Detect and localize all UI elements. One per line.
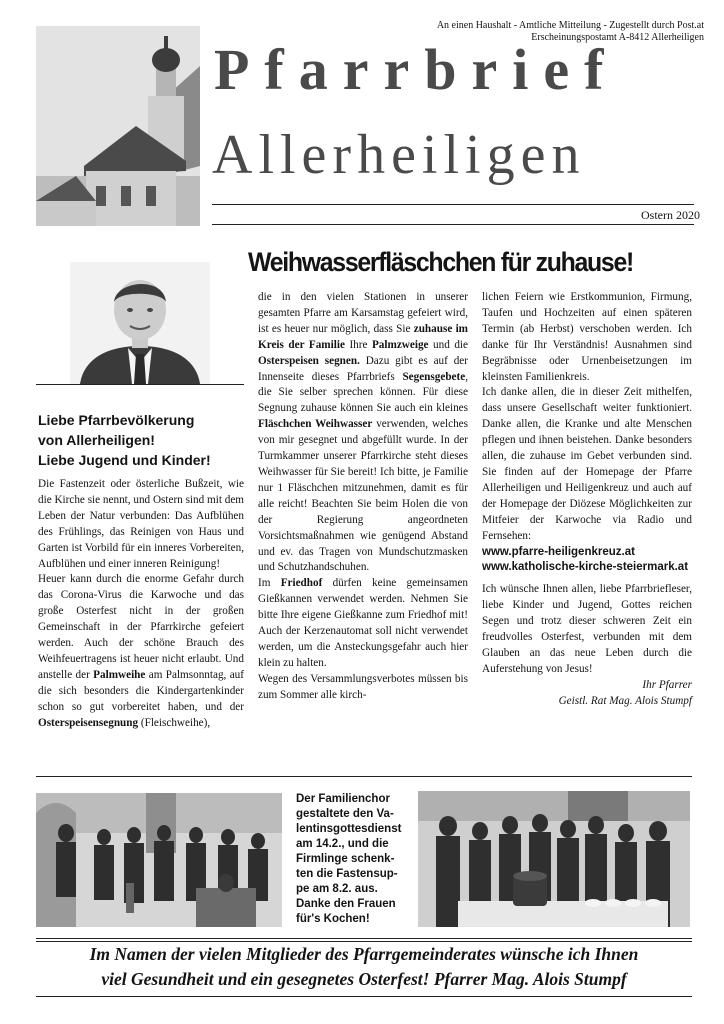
col3-paragraph-1: lichen Feiern wie Erstkommunion, Firmung, Taufen und Hochzeiten auf einen späteren Termin (ab Herbst) verschoben werden. Ich danke für Ihr Verständnis! Ausnahmen sind Begräbnisse oder Urnenbeisetzungen im kleinsten Familienkreis.: [482, 291, 692, 383]
family-choir-photo: [36, 793, 282, 927]
masthead-title: Pfarrbrief: [214, 37, 619, 102]
blessing-line-2: viel Gesundheit und ein gesegnetes Osterfest! Pfarrer Mag. Alois Stumpf: [101, 969, 627, 989]
col2-paragraph-3: Wegen des Versammlungsverbotes müssen bis zum Sommer alle kirch-: [258, 672, 468, 701]
masthead-subtitle: Allerheiligen: [212, 124, 586, 186]
photo-caption: Der Familienchor gestaltete den Va- lentinsgottesdienst am 14.2., und die Firmlinge schenk- ten die Fastensup- pe am 8.2. aus. Danke den Frauen für's Kochen!: [296, 793, 402, 925]
edition-label: Ostern 2020: [641, 208, 700, 222]
footer-rule-bottom: [36, 996, 692, 997]
article-column-3: [482, 290, 692, 710]
section-rule: [36, 776, 692, 777]
post-office-note: Erscheinungspostamt A-8412 Allerheiligen: [531, 32, 704, 43]
col1-paragraph-1: Die Fastenzeit oder österliche Bußzeit, wie die Kirche sie nennt, und Ostern sind mit dem Leben der Natur verbunden: Das Aufblühen des Frühlings, das Reinigen von Haus und Garten ist Vorbild für ein inneres Vorbereiten, Aufblühen und einer inneren Reinigung!: [38, 478, 244, 570]
greeting-line-3: Liebe Jugend und Kinder!: [38, 452, 211, 468]
article-headline: Weihwasserfläschchen für zuhause!: [248, 247, 633, 277]
portrait-rule: [36, 384, 244, 385]
article-column-1: [38, 477, 244, 732]
signature-title: Ihr Pfarrer: [642, 678, 692, 691]
blessing-line-1: Im Namen der vielen Mitglieder des Pfarrgemeinderates wünsche ich Ihnen: [89, 944, 639, 964]
signature-name: Geistl. Rat Mag. Alois Stumpf: [558, 694, 692, 707]
diocese-homepage-link[interactable]: www.katholische-kirche-steiermark.at: [482, 561, 689, 574]
edition-rule: [212, 224, 694, 225]
footer-rule-top: [36, 938, 692, 939]
article-column-2: [258, 290, 468, 704]
col3-paragraph-3: Ich wünsche Ihnen allen, liebe Pfarrbriefleser, liebe Kinder und Jugend, Gottes reichen Segen und trotz dieser schweren Zeit ein freudvolles Osterfest, verbunden mit dem Glauben an das neue Leben durch die Auferstehung von Jesus!: [482, 583, 692, 675]
church-tower-photo: [36, 26, 200, 226]
col1-paragraph-2: Heuer kann durch die enorme Gefahr durch das Corona-Virus die Karwoche und das große Osterfest nicht in der großen Gemeinschaft in der Pfarrkirche gefeiert werden. Auch der schöne Brauch des Weihfeuertragens ist heuer nicht erlaubt. Und anstelle der Palmweihe am Palmsonntag, auf die sich besonders die Kindergartenkinder schon so gut vorbereitet haben, und der Osterspeisensegnung (Fleischweihe),: [38, 573, 244, 729]
masthead-rule: [212, 204, 694, 205]
easter-blessing: [30, 942, 698, 992]
distribution-note: An einen Haushalt - Amtliche Mitteilung - Zugestellt durch Post.at: [436, 20, 704, 31]
greeting-line-1: Liebe Pfarrbevölkerung: [38, 412, 195, 428]
confirmands-soup-photo: [418, 791, 690, 927]
col2-paragraph-2: Im Friedhof dürfen keine gemeinsamen Gießkannen verwendet werden. Nehmen Sie bitte Ihre eigene Gießkanne zum Friedhof mit! Auch der Kerzenautomat soll nicht verwendet werden, um die Ansteckungsgefahr auch hier klein zu halten.: [258, 577, 469, 669]
greeting-line-2: von Allerheiligen!: [38, 432, 155, 448]
col2-paragraph-1: die in den vielen Stationen in unserer gesamten Pfarre am Karsamstag gefeiert wird, ist es heuer nur möglich, dass Sie zuhause im Kreis der Familie Ihre Palmzweige und die Osterspeisen segnen. Dazu gibt es auf der Innenseite dieses Pfarrbriefs Segensgebete, die Sie selber sprechen können. Für diese Segnung zuhause können Sie auch ein kleines Fläschchen Weihwasser verwenden, welches von mir gesegnet und abgefüllt wurde. In der Turmkammer unserer Pfarrkirche steht dieses Weihwasser für Sie bereit! Ich bitte, je Familie nur 1 Fläschchen mitzunehmen, damit es für alle reicht! Beachten Sie beim Holen die von der Regierung angeordneten Vorsichtsmaßnahmen wie genügend Abstand und ev. das Tragen von Mundschutzmasken und Schutzhandschuhen.: [258, 291, 468, 574]
pastor-portrait-photo: [70, 262, 210, 384]
col3-paragraph-2: Ich danke allen, die in dieser Zeit mithelfen, dass unsere Gesellschaft weiter funktioniert. Danke allen, die Kranke und alte Menschen pflegen und ihnen beistehen. Danke besonders allen, die zuhause im Gebet verbunden sind. Sie finden auf der Homepage der Pfarre Allerheiligen und Heiligenkreuz und auch auf der Homepage der Diözese Möglichkeiten zur Mitfeier der Karwoche via Radio und Fernsehen:: [482, 386, 692, 542]
parish-homepage-link[interactable]: www.pfarre-heiligenkreuz.at: [482, 545, 635, 558]
greeting-heading: [38, 410, 244, 470]
